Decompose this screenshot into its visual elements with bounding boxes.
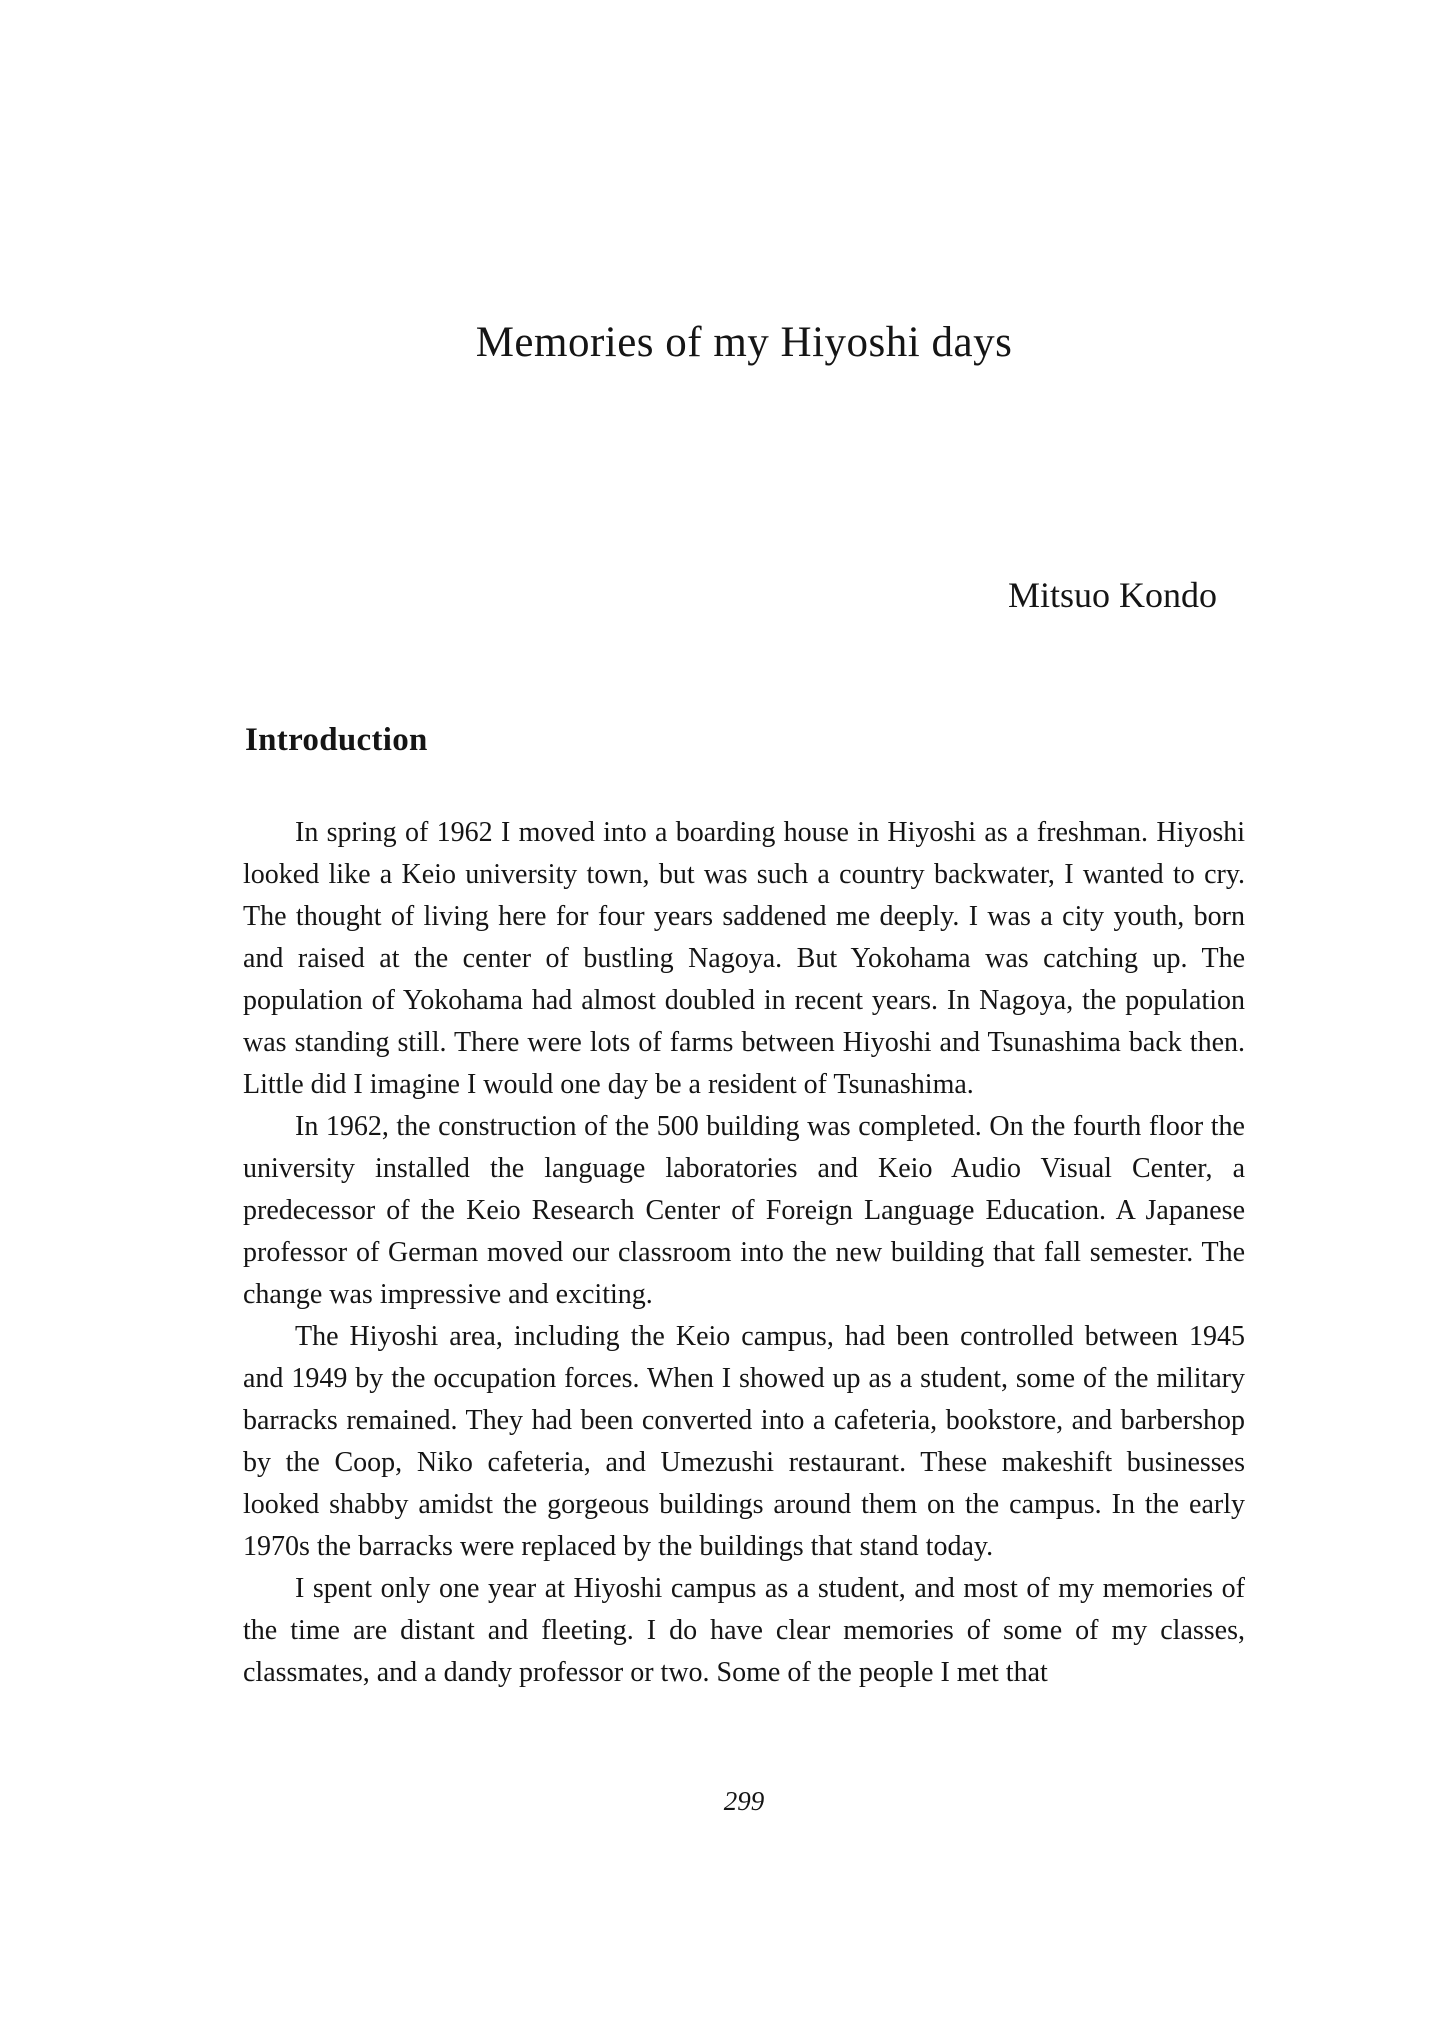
article-body bbox=[243, 812, 1245, 1694]
document-title: Memories of my Hiyoshi days bbox=[475, 319, 1013, 366]
section-heading-introduction: Introduction bbox=[245, 722, 428, 758]
paragraph-2: In 1962, the construction of the 500 building was completed. On the fourth floor the university installed the language laboratories and Keio Audio Visual Center, a predecessor of the Keio Research Center of Foreign Language Education. A Japanese professor of German moved our classroom into the new building that fall semester. The change was impressive and exciting. bbox=[243, 1111, 1245, 1310]
paragraph-4: I spent only one year at Hiyoshi campus as a student, and most of my memories of the time are distant and fleeting. I do have clear memories of some of my classes, classmates, and a dandy professor or two. Some of the people I met that bbox=[243, 1573, 1245, 1688]
paragraph-3: The Hiyoshi area, including the Keio campus, had been controlled between 1945 and 1949 by the occupation forces. When I showed up as a student, some of the military barracks remained. They had been converted into a cafeteria, bookstore, and barbershop by the Coop, Niko cafeteria, and Umezushi restaurant. These makeshift businesses looked shabby amidst the gorgeous buildings around them on the campus. In the early 1970s the barracks were replaced by the buildings that stand today. bbox=[243, 1321, 1245, 1562]
page-number: 299 bbox=[723, 1786, 765, 1816]
paragraph-1: In spring of 1962 I moved into a boarding house in Hiyoshi as a freshman. Hiyoshi looked like a Keio university town, but was such a country backwater, I wanted to cry. The thought of living here for four years saddened me deeply. I was a city youth, born and raised at the center of bustling Nagoya. But Yokohama was catching up. The population of Yokohama had almost doubled in recent years. In Nagoya, the population was standing still. There were lots of farms between Hiyoshi and Tsunashima back then. Little did I imagine I would one day be a resident of Tsunashima. bbox=[243, 817, 1245, 1100]
author-name: Mitsuo Kondo bbox=[1007, 575, 1217, 615]
